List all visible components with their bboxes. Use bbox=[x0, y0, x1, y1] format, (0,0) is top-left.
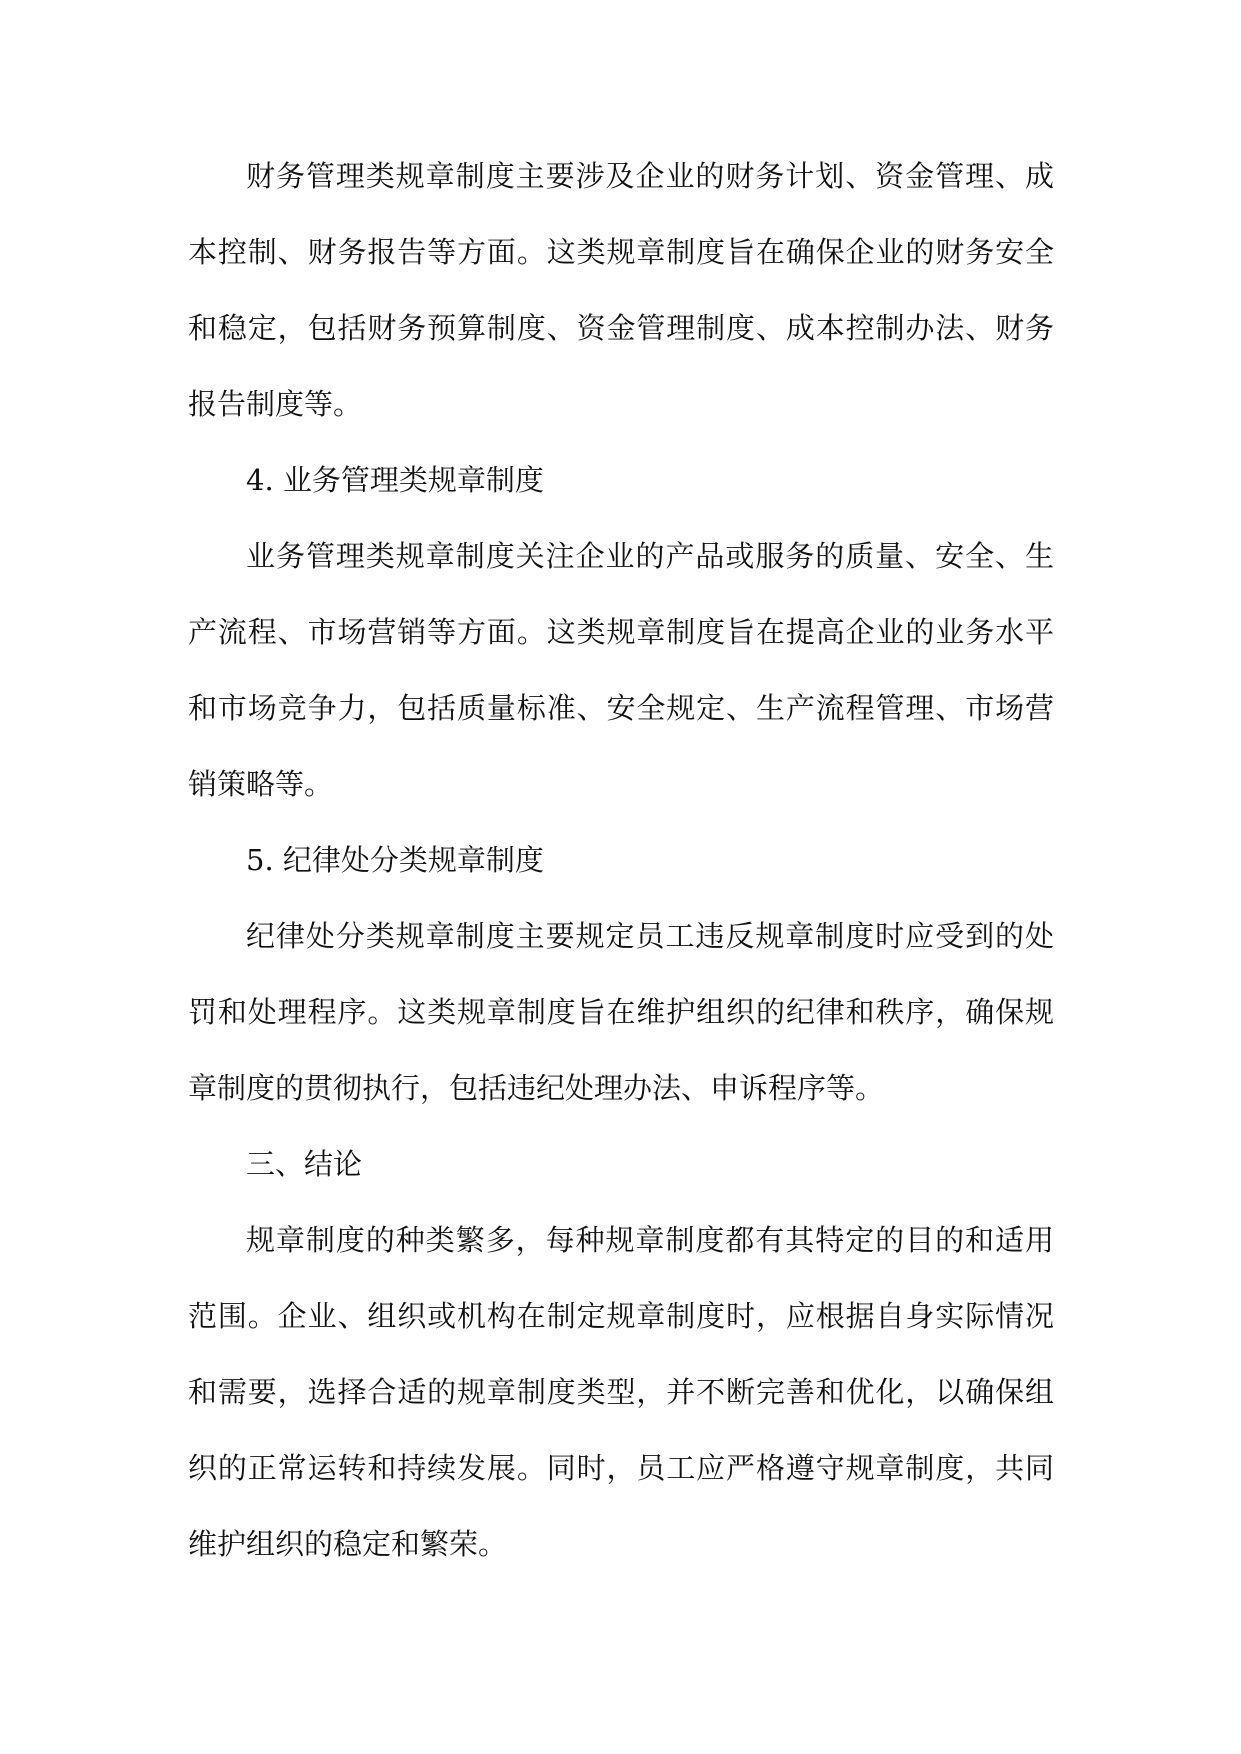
paragraph-finance: 财务管理类规章制度主要涉及企业的财务计划、资金管理、成本控制、财务报告等方面。这类规章制度旨在确保企业的财务安全和稳定，包括财务预算制度、资金管理制度、成本控制办法、财务报告制度等。 bbox=[188, 159, 1054, 421]
paragraph-conclusion: 规章制度的种类繁多，每种规章制度都有其特定的目的和适用范围。企业、组织或机构在制定规章制度时，应根据自身实际情况和需要，选择合适的规章制度类型，并不断完善和优化，以确保组织的正常运转和持续发展。同时，员工应严格遵守规章制度，共同维护组织的稳定和繁荣。 bbox=[188, 1223, 1054, 1561]
heading-business-management: 4. 业务管理类规章制度 bbox=[246, 463, 544, 497]
paragraph-discipline: 纪律处分类规章制度主要规定员工违反规章制度时应受到的处罚和处理程序。这类规章制度旨在维护组织的纪律和秩序，确保规章制度的贯彻执行，包括违纪处理办法、申诉程序等。 bbox=[188, 919, 1054, 1105]
document-body bbox=[188, 138, 1054, 1582]
paragraph-business: 业务管理类规章制度关注企业的产品或服务的质量、安全、生产流程、市场营销等方面。这类规章制度旨在提高企业的业务水平和市场竞争力，包括质量标准、安全规定、生产流程管理、市场营销策略等。 bbox=[188, 539, 1054, 801]
heading-discipline: 5. 纪律处分类规章制度 bbox=[246, 843, 544, 877]
heading-conclusion: 三、结论 bbox=[246, 1147, 363, 1181]
